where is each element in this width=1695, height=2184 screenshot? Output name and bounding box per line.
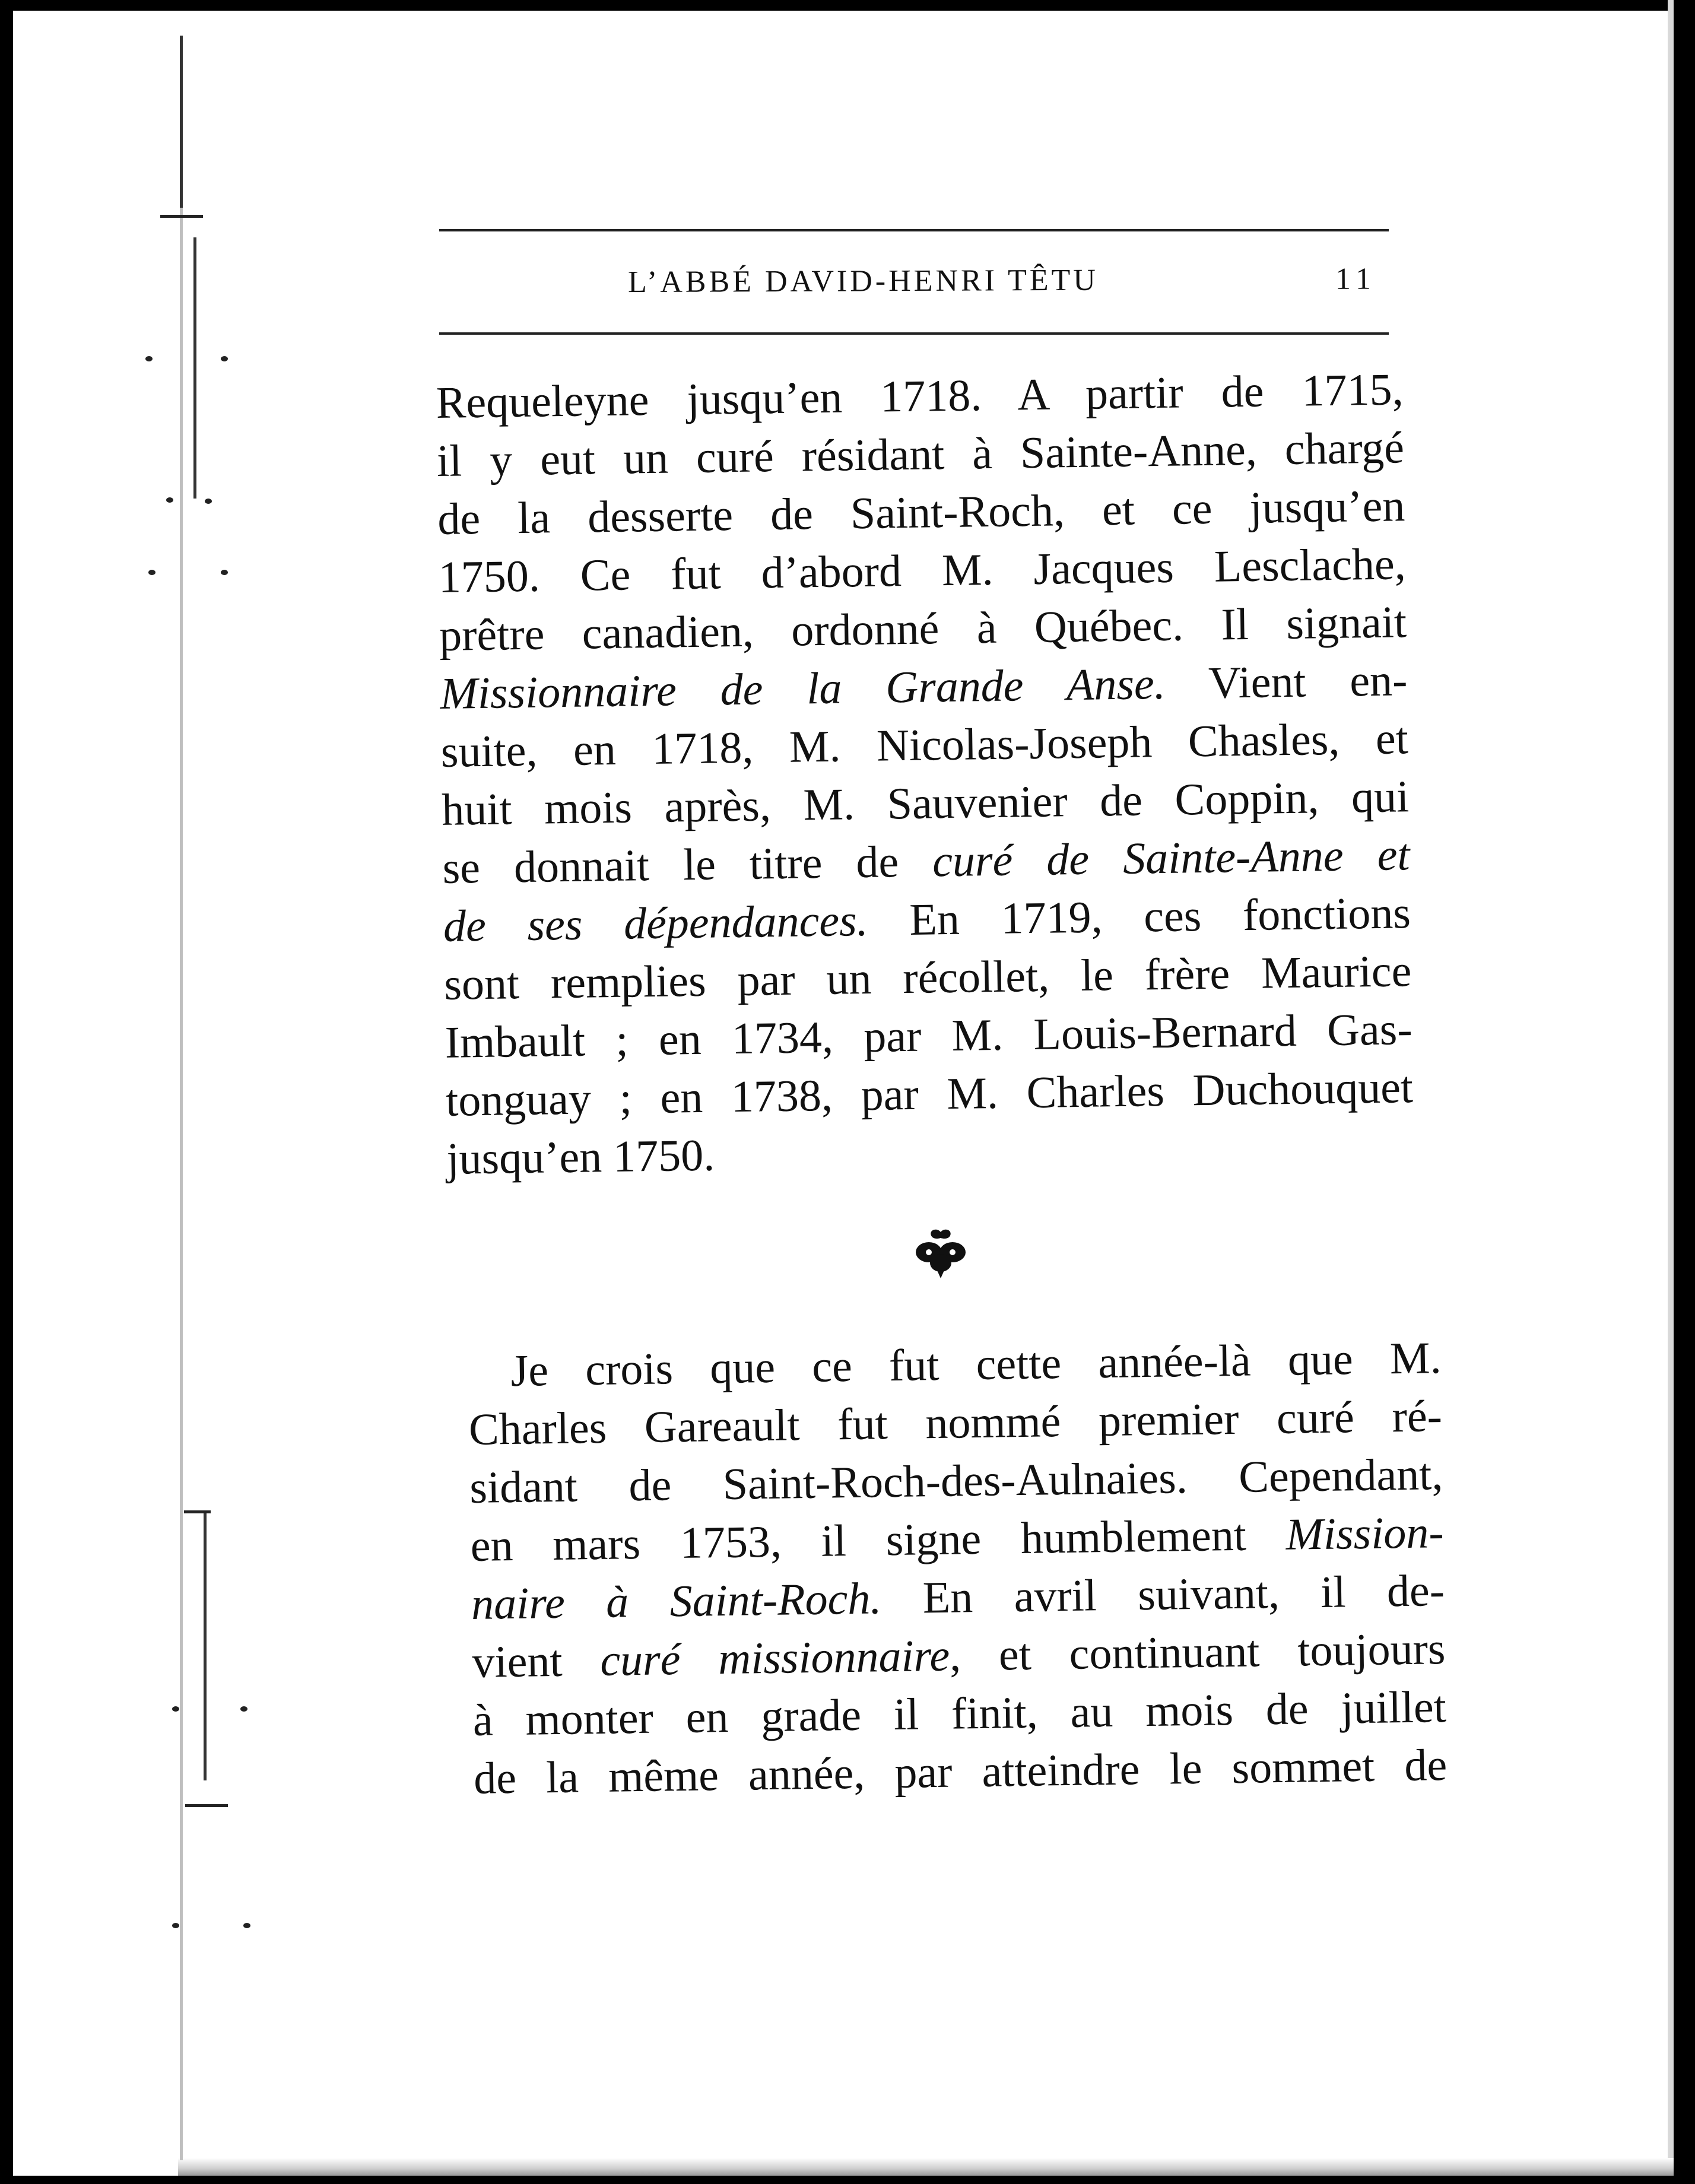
binding-stitch <box>145 356 153 361</box>
text-line: sidant de Saint-Roch-des-Aulnaies. Cependant, <box>469 1449 1443 1513</box>
italic-phrase: de ses dépendances. <box>443 895 869 951</box>
paragraph-2 <box>468 1329 1448 1808</box>
binding-stitch <box>243 1923 250 1928</box>
scan-border-top <box>0 0 1695 11</box>
binding-stitch <box>172 1706 179 1712</box>
binding-thread <box>204 1513 207 1780</box>
text-line: il y eut un curé résidant à Sainte-Anne, chargé <box>436 423 1405 486</box>
text-line: de la même année, par atteindre le sommet de <box>473 1740 1448 1804</box>
text-line: Charles Gareault fut nommé premier curé ré- <box>468 1391 1443 1455</box>
page-number: 11 <box>1335 262 1377 296</box>
text-line: de ses dépendances. En 1719, ces fonctions <box>443 888 1411 951</box>
binding-gutter <box>180 36 183 2160</box>
running-head <box>439 246 1389 316</box>
text-line: suite, en 1718, M. Nicolas-Joseph Chasles, et <box>440 713 1409 777</box>
italic-phrase: naire à Saint-Roch. <box>471 1573 882 1629</box>
text-line: huit mois après, M. Sauvenier de Coppin, qui <box>441 772 1410 835</box>
text-line: tonguay ; en 1738, par M. Charles Duchouquet <box>445 1062 1414 1126</box>
binding-stitch <box>221 570 228 575</box>
page-edge-right <box>1668 0 1674 2184</box>
text-line: Je crois que ce fut cette année-là que M. <box>510 1333 1442 1396</box>
text-line: 1750. Ce fut d’abord M. Jacques Lesclache, <box>438 539 1407 602</box>
italic-phrase: Missionnaire de la Grande Anse. <box>439 658 1166 719</box>
scan-border-left <box>0 0 13 2184</box>
text-line: de la desserte de Saint-Roch, et ce jusqu’en <box>437 481 1405 544</box>
binding-tick <box>160 215 203 218</box>
text-line: se donnait le titre de curé de Sainte-Anne et <box>442 830 1411 893</box>
paragraph-1 <box>436 360 1414 1188</box>
text-line: prêtre canadien, ordonné à Québec. Il signait <box>439 597 1407 661</box>
binding-stitch <box>240 1706 247 1712</box>
text-line: vient curé missionnaire, et continuant toujours <box>471 1624 1446 1687</box>
italic-phrase: Mission- <box>1285 1507 1445 1560</box>
text-line: sont remplies par un récollet, le frère Maurice <box>443 946 1412 1010</box>
text-line: Missionnaire de la Grande Anse. Vient en- <box>439 655 1408 719</box>
text-line: naire à Saint-Roch. En avril suivant, il de- <box>471 1566 1445 1629</box>
text-line: Imbault ; en 1734, par M. Louis-Bernard Gas- <box>445 1004 1413 1068</box>
binding-tick <box>184 1510 211 1513</box>
binding-thread <box>180 36 183 208</box>
scan-border-bottom <box>0 2176 1695 2184</box>
binding-stitch <box>205 499 212 504</box>
binding-stitch <box>221 356 228 361</box>
text-line: à monter en grade il finit, au mois de juillet <box>472 1682 1447 1745</box>
fleuron-ornament-icon <box>911 1228 970 1278</box>
italic-phrase: curé missionnaire <box>599 1630 950 1685</box>
binding-stitch <box>166 497 173 503</box>
text-line: jusqu’en 1750. <box>446 1130 715 1184</box>
binding-stitch <box>172 1923 179 1928</box>
scan-border-right <box>1674 0 1695 2184</box>
text-line: en mars 1753, il signe humblement Mission- <box>470 1507 1445 1571</box>
binding-thread <box>193 237 196 499</box>
page-edge-bottom <box>178 2158 1674 2176</box>
text-line: Requeleyne jusqu’en 1718. A partir de 1715, <box>436 364 1404 428</box>
binding-tick <box>185 1804 228 1807</box>
italic-phrase: curé de Sainte-Anne et <box>932 830 1411 887</box>
header-rule-top <box>439 229 1389 231</box>
binding-stitch <box>148 570 155 575</box>
header-rule-bottom <box>439 332 1389 335</box>
running-head-title: L’ABBÉ DAVID-HENRI TÊTU <box>627 263 1099 299</box>
